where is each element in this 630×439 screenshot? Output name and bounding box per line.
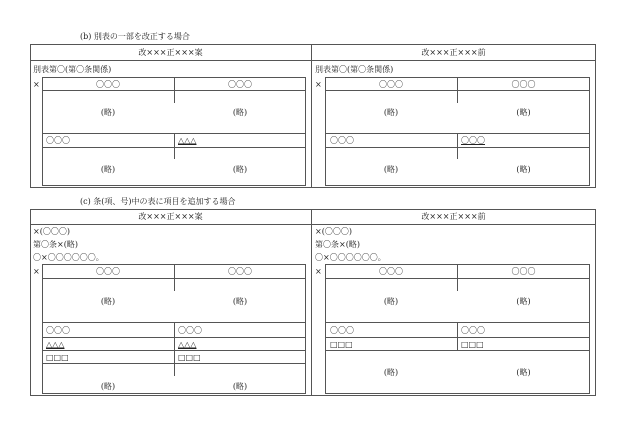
section-c-left-row1-cell2: 〇〇〇: [178, 326, 202, 335]
section-c-right-vsep2: [457, 322, 458, 350]
section-b-caption: (b) 別表の一部を改正する場合: [80, 32, 190, 41]
section-b-left-header: 改×××正×××案: [138, 48, 203, 57]
section-b-header-line: [30, 60, 596, 61]
section-c-right-row2-cell2: □□□: [461, 340, 484, 349]
section-c-left-row3-cell1: □□□: [46, 353, 69, 362]
section-c-left-vsep2: [174, 322, 175, 376]
section-c-left-line1: ×(〇〇〇): [33, 227, 70, 236]
section-c-right-inner-line4: [325, 350, 590, 351]
section-b-right-omit1: (略): [383, 108, 399, 117]
section-c-left-row3-cell2: □□□: [178, 353, 201, 362]
section-b-right-table-title: 別表第〇(第〇条関係): [315, 65, 394, 74]
section-b-left-row-cell2: △△△: [178, 136, 197, 145]
section-c-left-header: 改×××正×××案: [138, 212, 203, 221]
section-c-left-line3: 〇×〇〇〇〇〇〇。: [33, 253, 104, 262]
section-b-right-col2: 〇〇〇: [511, 80, 536, 89]
section-b-right-row-cell1: 〇〇〇: [330, 136, 354, 145]
section-b-right-vsep2: [457, 133, 458, 159]
section-b-left-omit4: (略): [232, 165, 248, 174]
section-b-right-row-cell2: 〇〇〇: [461, 136, 485, 145]
section-b-left-table-title: 別表第〇(第〇条関係): [33, 65, 112, 74]
section-b-left-col2: 〇〇〇: [228, 80, 252, 89]
section-b-right-omit2: (略): [516, 108, 531, 117]
section-b-right-mark: ×: [315, 80, 322, 89]
section-c-right-line3: 〇×〇〇〇〇〇〇。: [315, 253, 386, 262]
section-c-right-line1: ×(〇〇〇): [315, 227, 352, 236]
section-c-left-col2: 〇〇〇: [228, 267, 252, 276]
section-c-right-row1-cell2: 〇〇〇: [461, 326, 485, 335]
section-b-right-col1: 〇〇〇: [379, 80, 403, 89]
section-c-left-row2-cell2: △△△: [178, 340, 197, 349]
section-b-right-header: 改×××正×××前: [421, 48, 486, 57]
section-c-left-omit3: (略): [100, 382, 116, 391]
section-b-left-mark: ×: [33, 80, 40, 89]
section-c-right-col1: 〇〇〇: [379, 267, 403, 276]
section-b-right-omit4: (略): [516, 165, 531, 174]
section-b-left-omit2: (略): [232, 108, 248, 117]
section-c-left-omit1: (略): [100, 297, 116, 306]
section-c-right-mark: ×: [315, 267, 322, 276]
section-c-right-header: 改×××正×××前: [421, 212, 486, 221]
section-b-left-vsep2: [174, 133, 175, 159]
section-c-divider: [311, 209, 312, 396]
section-b-right-omit3: (略): [383, 165, 399, 174]
section-c-left-omit4: (略): [232, 382, 248, 391]
section-c-right-omit2: (略): [516, 297, 531, 306]
section-b-left-omit3: (略): [100, 165, 116, 174]
section-c-left-mark: ×: [33, 267, 40, 276]
section-c-right-omit4: (略): [516, 368, 531, 377]
section-b-divider: [311, 44, 312, 188]
section-c-right-omit3: (略): [383, 368, 399, 377]
section-c-left-omit2: (略): [232, 297, 248, 306]
section-c-right-col2: 〇〇〇: [511, 267, 536, 276]
section-c-right-omit1: (略): [383, 297, 399, 306]
section-c-left-row2-cell1: △△△: [46, 340, 65, 349]
section-c-left-row1-cell1: 〇〇〇: [46, 326, 70, 335]
section-c-caption: (c) 条(項、号)中の表に項目を追加する場合: [80, 197, 236, 206]
section-b-left-col1: 〇〇〇: [96, 80, 120, 89]
section-b-left-omit1: (略): [100, 108, 116, 117]
section-c-right-line2: 第〇条×(略): [315, 240, 360, 249]
section-c-header-line: [30, 224, 596, 225]
section-c-left-line2: 第〇条×(略): [33, 240, 78, 249]
section-c-right-row1-cell1: 〇〇〇: [330, 326, 354, 335]
section-c-right-row2-cell1: □□□: [330, 340, 353, 349]
section-b-left-row-cell1: 〇〇〇: [46, 136, 70, 145]
section-c-left-col1: 〇〇〇: [96, 267, 120, 276]
